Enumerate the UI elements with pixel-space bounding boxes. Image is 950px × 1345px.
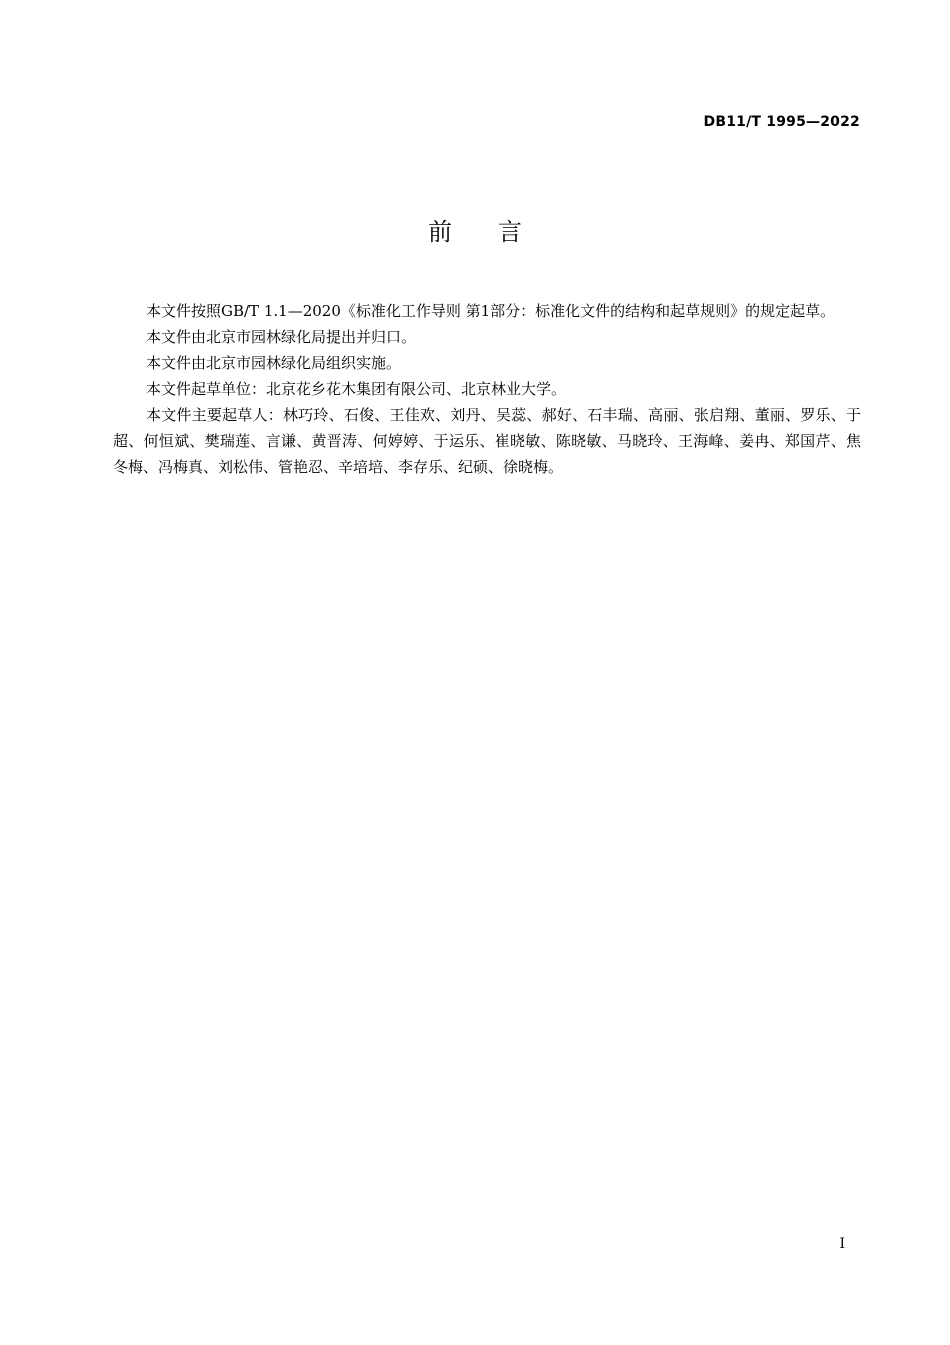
paragraph-standard-basis: 本文件按照GB/T 1.1—2020《标准化工作导则 第1部分：标准化文件的结构和起草规则》的规定起草。: [146, 302, 836, 320]
paragraph-proposer: 本文件由北京市园林绿化局提出并归口。: [146, 328, 417, 346]
foreword-body: [113, 298, 861, 480]
page-number: I: [839, 1236, 845, 1252]
paragraph-drafters: 本文件主要起草人：林巧玲、石俊、王佳欢、刘丹、吴蕊、郝好、石丰瑞、高丽、张启翔、董丽、罗乐、于超、何恒斌、樊瑞莲、言谦、黄晋涛、何婷婷、于运乐、崔晓敏、陈晓敏、马晓玲、王海峰、姜冉、郑国芹、焦冬梅、冯梅真、刘松伟、管艳忍、辛培培、李存乐、纪硕、徐晓梅。: [113, 406, 861, 476]
document-code: DB11/T 1995—2022: [703, 114, 860, 130]
paragraph-drafting-units: 本文件起草单位：北京花乡花木集团有限公司、北京林业大学。: [146, 380, 567, 398]
page-title: 前言: [428, 218, 568, 246]
paragraph-implementer: 本文件由北京市园林绿化局组织实施。: [146, 354, 402, 372]
